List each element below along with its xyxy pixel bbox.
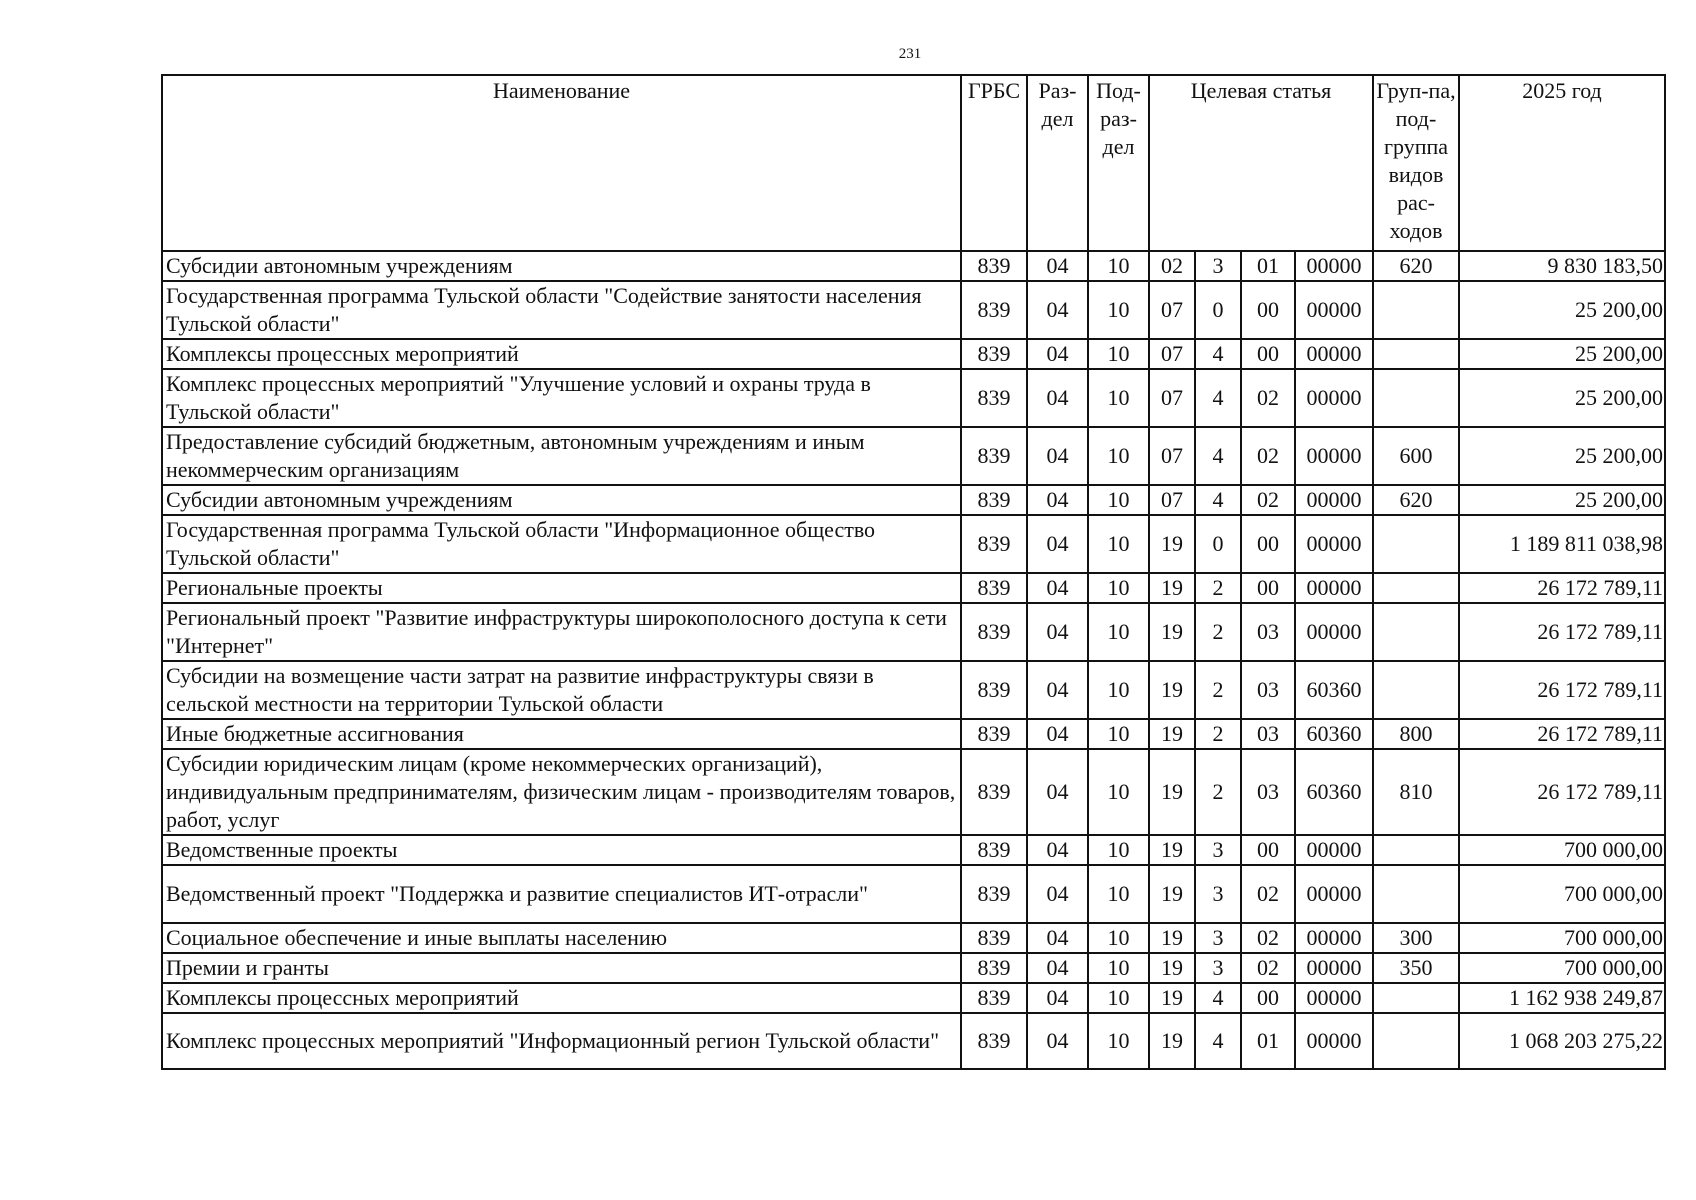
cell-target-element: 02 — [1241, 427, 1295, 485]
header-name: Наименование — [162, 75, 961, 251]
cell-name: Государственная программа Тульской области "Содействие занятости населения Тульской области" — [162, 281, 961, 339]
cell-target-type: 2 — [1195, 749, 1241, 835]
cell-name: Иные бюджетные ассигнования — [162, 719, 961, 749]
cell-target-type: 3 — [1195, 953, 1241, 983]
cell-razdel: 04 — [1027, 1013, 1088, 1069]
table-row — [162, 369, 1665, 427]
cell-expense-group: 620 — [1373, 485, 1459, 515]
cell-grbs: 839 — [961, 749, 1027, 835]
cell-expense-group — [1373, 835, 1459, 865]
cell-grbs: 839 — [961, 603, 1027, 661]
cell-podrazdel: 10 — [1088, 661, 1149, 719]
cell-razdel: 04 — [1027, 983, 1088, 1013]
cell-name: Ведомственные проекты — [162, 835, 961, 865]
cell-name: Комплексы процессных мероприятий — [162, 339, 961, 369]
cell-grbs: 839 — [961, 1013, 1027, 1069]
table-row — [162, 339, 1665, 369]
cell-name: Субсидии на возмещение части затрат на развитие инфраструктуры связи в сельской местности на территории Тульской области — [162, 661, 961, 719]
table-row — [162, 251, 1665, 281]
cell-expense-group: 300 — [1373, 923, 1459, 953]
cell-razdel: 04 — [1027, 603, 1088, 661]
cell-amount: 26 172 789,11 — [1459, 603, 1665, 661]
cell-grbs: 839 — [961, 865, 1027, 923]
cell-razdel: 04 — [1027, 573, 1088, 603]
cell-amount: 25 200,00 — [1459, 485, 1665, 515]
cell-amount: 9 830 183,50 — [1459, 251, 1665, 281]
cell-razdel: 04 — [1027, 485, 1088, 515]
cell-podrazdel: 10 — [1088, 835, 1149, 865]
cell-amount: 26 172 789,11 — [1459, 749, 1665, 835]
cell-amount: 1 162 938 249,87 — [1459, 983, 1665, 1013]
cell-target-element: 00 — [1241, 573, 1295, 603]
table-row — [162, 603, 1665, 661]
cell-target-direction: 00000 — [1295, 983, 1373, 1013]
cell-razdel: 04 — [1027, 281, 1088, 339]
cell-grbs: 839 — [961, 369, 1027, 427]
cell-target-direction: 00000 — [1295, 1013, 1373, 1069]
budget-table — [161, 74, 1666, 1070]
table-row — [162, 661, 1665, 719]
cell-podrazdel: 10 — [1088, 923, 1149, 953]
cell-target-direction: 60360 — [1295, 719, 1373, 749]
cell-expense-group — [1373, 281, 1459, 339]
cell-target-direction: 60360 — [1295, 661, 1373, 719]
cell-expense-group — [1373, 865, 1459, 923]
cell-razdel: 04 — [1027, 923, 1088, 953]
cell-grbs: 839 — [961, 835, 1027, 865]
table-row — [162, 1013, 1665, 1069]
cell-razdel: 04 — [1027, 865, 1088, 923]
cell-amount: 1 189 811 038,98 — [1459, 515, 1665, 573]
cell-podrazdel: 10 — [1088, 983, 1149, 1013]
cell-podrazdel: 10 — [1088, 603, 1149, 661]
cell-expense-group — [1373, 603, 1459, 661]
cell-amount: 26 172 789,11 — [1459, 661, 1665, 719]
cell-target-type: 3 — [1195, 923, 1241, 953]
cell-podrazdel: 10 — [1088, 251, 1149, 281]
cell-target-program: 19 — [1149, 1013, 1195, 1069]
cell-name: Комплекс процессных мероприятий "Улучшение условий и охраны труда в Тульской области" — [162, 369, 961, 427]
cell-target-program: 19 — [1149, 749, 1195, 835]
cell-name: Ведомственный проект "Поддержка и развитие специалистов ИТ-отрасли" — [162, 865, 961, 923]
cell-target-element: 03 — [1241, 603, 1295, 661]
cell-target-element: 00 — [1241, 835, 1295, 865]
header-expense-group: Груп-па, под-группа видов рас-ходов — [1373, 75, 1459, 251]
cell-target-type: 4 — [1195, 1013, 1241, 1069]
cell-target-element: 02 — [1241, 485, 1295, 515]
cell-target-direction: 60360 — [1295, 749, 1373, 835]
cell-target-element: 00 — [1241, 281, 1295, 339]
cell-target-program: 07 — [1149, 427, 1195, 485]
cell-target-element: 00 — [1241, 339, 1295, 369]
cell-razdel: 04 — [1027, 953, 1088, 983]
cell-expense-group — [1373, 983, 1459, 1013]
cell-grbs: 839 — [961, 339, 1027, 369]
table-row — [162, 865, 1665, 923]
cell-expense-group — [1373, 661, 1459, 719]
header-razdel: Раз-дел — [1027, 75, 1088, 251]
cell-podrazdel: 10 — [1088, 865, 1149, 923]
cell-name: Социальное обеспечение и иные выплаты населению — [162, 923, 961, 953]
cell-target-direction: 00000 — [1295, 953, 1373, 983]
cell-target-direction: 00000 — [1295, 923, 1373, 953]
cell-target-type: 2 — [1195, 719, 1241, 749]
table-row — [162, 835, 1665, 865]
cell-name: Региональный проект "Развитие инфраструктуры широкополосного доступа к сети "Интернет" — [162, 603, 961, 661]
cell-podrazdel: 10 — [1088, 953, 1149, 983]
cell-name: Комплексы процессных мероприятий — [162, 983, 961, 1013]
table-row — [162, 923, 1665, 953]
cell-target-program: 07 — [1149, 339, 1195, 369]
cell-name: Государственная программа Тульской области "Информационное общество Тульской области" — [162, 515, 961, 573]
cell-target-type: 4 — [1195, 485, 1241, 515]
table-body — [162, 251, 1665, 1069]
cell-target-program: 07 — [1149, 369, 1195, 427]
header-year-2025: 2025 год — [1459, 75, 1665, 251]
cell-target-element: 02 — [1241, 953, 1295, 983]
cell-target-element: 02 — [1241, 865, 1295, 923]
cell-grbs: 839 — [961, 953, 1027, 983]
cell-razdel: 04 — [1027, 427, 1088, 485]
cell-razdel: 04 — [1027, 749, 1088, 835]
cell-name: Предоставление субсидий бюджетным, автономным учреждениям и иным некоммерческим организациям — [162, 427, 961, 485]
cell-name: Региональные проекты — [162, 573, 961, 603]
cell-grbs: 839 — [961, 251, 1027, 281]
cell-target-direction: 00000 — [1295, 251, 1373, 281]
cell-expense-group: 620 — [1373, 251, 1459, 281]
cell-grbs: 839 — [961, 923, 1027, 953]
cell-target-program: 19 — [1149, 835, 1195, 865]
cell-podrazdel: 10 — [1088, 573, 1149, 603]
cell-target-element: 00 — [1241, 983, 1295, 1013]
table-row — [162, 485, 1665, 515]
cell-expense-group: 600 — [1373, 427, 1459, 485]
cell-target-program: 19 — [1149, 953, 1195, 983]
cell-podrazdel: 10 — [1088, 485, 1149, 515]
cell-amount: 25 200,00 — [1459, 369, 1665, 427]
cell-podrazdel: 10 — [1088, 339, 1149, 369]
cell-podrazdel: 10 — [1088, 749, 1149, 835]
cell-target-type: 0 — [1195, 515, 1241, 573]
header-target-article: Целевая статья — [1149, 75, 1373, 251]
cell-amount: 25 200,00 — [1459, 281, 1665, 339]
cell-grbs: 839 — [961, 983, 1027, 1013]
cell-razdel: 04 — [1027, 515, 1088, 573]
table-row — [162, 719, 1665, 749]
cell-grbs: 839 — [961, 573, 1027, 603]
cell-grbs: 839 — [961, 719, 1027, 749]
cell-razdel: 04 — [1027, 835, 1088, 865]
cell-target-program: 19 — [1149, 661, 1195, 719]
cell-name: Премии и гранты — [162, 953, 961, 983]
cell-expense-group — [1373, 573, 1459, 603]
cell-expense-group — [1373, 515, 1459, 573]
cell-target-type: 4 — [1195, 983, 1241, 1013]
cell-target-direction: 00000 — [1295, 835, 1373, 865]
table-header-row — [162, 75, 1665, 251]
cell-target-type: 2 — [1195, 661, 1241, 719]
cell-target-element: 03 — [1241, 719, 1295, 749]
cell-target-direction: 00000 — [1295, 515, 1373, 573]
cell-target-direction: 00000 — [1295, 339, 1373, 369]
cell-expense-group: 800 — [1373, 719, 1459, 749]
cell-amount: 700 000,00 — [1459, 923, 1665, 953]
cell-target-program: 19 — [1149, 983, 1195, 1013]
cell-target-element: 00 — [1241, 515, 1295, 573]
cell-target-direction: 00000 — [1295, 369, 1373, 427]
cell-grbs: 839 — [961, 427, 1027, 485]
cell-amount: 700 000,00 — [1459, 953, 1665, 983]
table-row — [162, 281, 1665, 339]
cell-razdel: 04 — [1027, 339, 1088, 369]
cell-target-direction: 00000 — [1295, 573, 1373, 603]
cell-target-element: 01 — [1241, 251, 1295, 281]
cell-target-program: 07 — [1149, 485, 1195, 515]
cell-podrazdel: 10 — [1088, 369, 1149, 427]
cell-target-element: 03 — [1241, 749, 1295, 835]
table-row — [162, 953, 1665, 983]
cell-podrazdel: 10 — [1088, 515, 1149, 573]
cell-grbs: 839 — [961, 515, 1027, 573]
cell-target-direction: 00000 — [1295, 281, 1373, 339]
cell-podrazdel: 10 — [1088, 719, 1149, 749]
cell-target-program: 19 — [1149, 515, 1195, 573]
cell-target-program: 19 — [1149, 573, 1195, 603]
cell-razdel: 04 — [1027, 661, 1088, 719]
cell-target-program: 19 — [1149, 865, 1195, 923]
cell-razdel: 04 — [1027, 369, 1088, 427]
cell-target-program: 02 — [1149, 251, 1195, 281]
cell-target-type: 3 — [1195, 251, 1241, 281]
cell-target-direction: 00000 — [1295, 485, 1373, 515]
cell-razdel: 04 — [1027, 719, 1088, 749]
cell-target-element: 02 — [1241, 923, 1295, 953]
page-number: 231 — [898, 46, 922, 62]
cell-target-program: 19 — [1149, 719, 1195, 749]
table-row — [162, 515, 1665, 573]
cell-target-program: 19 — [1149, 603, 1195, 661]
cell-amount: 26 172 789,11 — [1459, 719, 1665, 749]
cell-name: Субсидии юридическим лицам (кроме некоммерческих организаций), индивидуальным предпринимателям, физическим лицам - производителям товаров, работ, услуг — [162, 749, 961, 835]
cell-target-program: 07 — [1149, 281, 1195, 339]
table-row — [162, 983, 1665, 1013]
cell-name: Комплекс процессных мероприятий "Информационный регион Тульской области" — [162, 1013, 961, 1069]
cell-target-direction: 00000 — [1295, 865, 1373, 923]
cell-podrazdel: 10 — [1088, 281, 1149, 339]
cell-target-type: 3 — [1195, 835, 1241, 865]
cell-target-type: 4 — [1195, 339, 1241, 369]
cell-amount: 1 068 203 275,22 — [1459, 1013, 1665, 1069]
cell-target-element: 03 — [1241, 661, 1295, 719]
cell-razdel: 04 — [1027, 251, 1088, 281]
cell-target-type: 4 — [1195, 427, 1241, 485]
cell-target-element: 01 — [1241, 1013, 1295, 1069]
cell-amount: 25 200,00 — [1459, 427, 1665, 485]
cell-podrazdel: 10 — [1088, 1013, 1149, 1069]
header-podrazdel: Под-раз-дел — [1088, 75, 1149, 251]
cell-expense-group: 350 — [1373, 953, 1459, 983]
cell-name: Субсидии автономным учреждениям — [162, 251, 961, 281]
cell-podrazdel: 10 — [1088, 427, 1149, 485]
cell-target-direction: 00000 — [1295, 603, 1373, 661]
cell-target-type: 2 — [1195, 573, 1241, 603]
cell-amount: 700 000,00 — [1459, 865, 1665, 923]
cell-target-element: 02 — [1241, 369, 1295, 427]
cell-expense-group — [1373, 369, 1459, 427]
table-row — [162, 427, 1665, 485]
cell-expense-group — [1373, 1013, 1459, 1069]
cell-amount: 26 172 789,11 — [1459, 573, 1665, 603]
cell-grbs: 839 — [961, 281, 1027, 339]
cell-expense-group: 810 — [1373, 749, 1459, 835]
cell-name: Субсидии автономным учреждениям — [162, 485, 961, 515]
cell-target-type: 2 — [1195, 603, 1241, 661]
cell-target-type: 4 — [1195, 369, 1241, 427]
table-row — [162, 573, 1665, 603]
cell-grbs: 839 — [961, 661, 1027, 719]
cell-amount: 25 200,00 — [1459, 339, 1665, 369]
cell-grbs: 839 — [961, 485, 1027, 515]
cell-target-type: 0 — [1195, 281, 1241, 339]
cell-amount: 700 000,00 — [1459, 835, 1665, 865]
cell-expense-group — [1373, 339, 1459, 369]
cell-target-direction: 00000 — [1295, 427, 1373, 485]
cell-target-program: 19 — [1149, 923, 1195, 953]
header-grbs: ГРБС — [961, 75, 1027, 251]
table-row — [162, 749, 1665, 835]
cell-target-type: 3 — [1195, 865, 1241, 923]
